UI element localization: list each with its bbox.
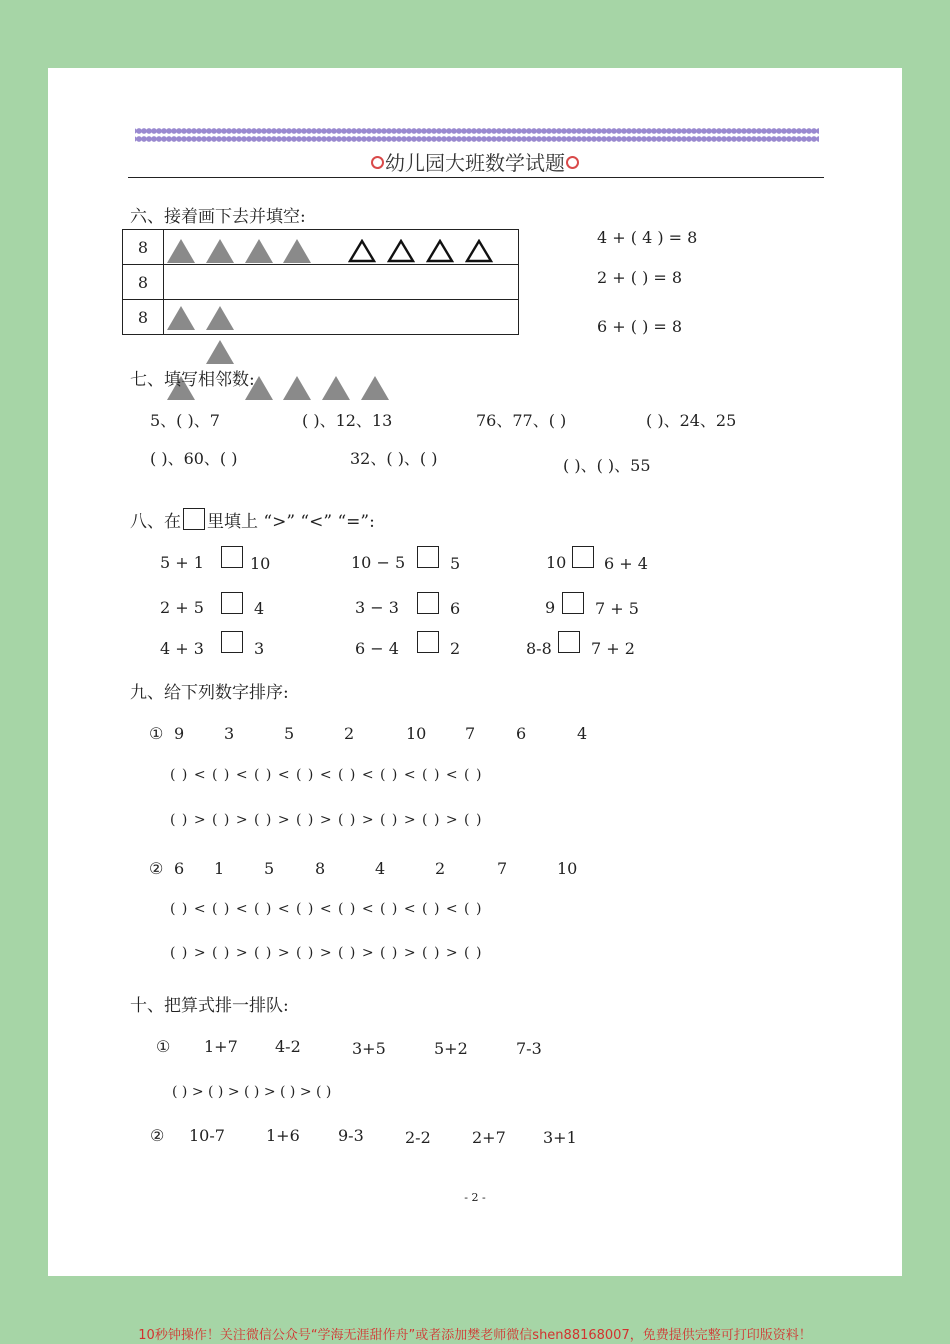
set-label: ①	[156, 1037, 171, 1056]
promo-footer: 10秒钟操作！关注微信公众号“学海无涯甜作舟”或者添加樊老师微信shen88168007，免费提供完整可打印版资料！	[138, 1328, 812, 1343]
compare-left: 10	[546, 553, 567, 572]
compare-right: 6	[450, 599, 461, 618]
compare-left: 6 − 4	[355, 639, 399, 658]
gray-triangle-icon	[206, 306, 234, 330]
sort-ascending-blanks: ( ) < ( ) < ( ) < ( ) < ( ) < ( ) < ( ) < ( )	[170, 767, 482, 783]
number: 2	[344, 724, 355, 743]
expression: 1+6	[266, 1126, 300, 1145]
neighbor-item: ( )、( )、55	[563, 456, 651, 475]
section7-heading: 七、填写相邻数:	[130, 370, 255, 390]
compare-box[interactable]	[221, 592, 243, 614]
sort-descending-blanks: ( ) > ( ) > ( ) > ( ) > ( ) > ( ) > ( ) > ( )	[170, 945, 482, 961]
compare-right: 10	[250, 554, 271, 573]
number: 10	[557, 859, 578, 878]
compare-right: 5	[450, 554, 461, 573]
expression: 10-7	[189, 1126, 225, 1145]
number: 7	[497, 859, 508, 878]
expression: 2-2	[405, 1128, 431, 1147]
number: 6	[516, 724, 527, 743]
number: 3	[224, 724, 235, 743]
section10-heading: 十、把算式排一排队:	[130, 996, 289, 1016]
compare-box[interactable]	[221, 631, 243, 653]
gray-triangle-icon	[361, 376, 389, 400]
gray-triangle-icon	[167, 306, 195, 330]
number: 5	[264, 859, 275, 878]
compare-right: 2	[450, 639, 461, 658]
sort-descending-blanks: ( ) > ( ) > ( ) > ( ) > ( ) > ( ) > ( ) > ( )	[170, 812, 482, 828]
compare-left: 9	[545, 598, 556, 617]
decorative-dot-border	[135, 127, 819, 143]
compare-box[interactable]	[417, 631, 439, 653]
compare-box[interactable]	[558, 631, 580, 653]
row-number: 8	[123, 230, 164, 265]
expression: 2+7	[472, 1128, 506, 1147]
compare-box-sample	[183, 508, 205, 530]
gray-triangle-icon	[206, 239, 234, 263]
neighbor-item: 32、( )、( )	[350, 449, 438, 468]
compare-left: 8-8	[526, 639, 552, 658]
equation: 2 + ( ) = 8	[597, 268, 683, 287]
set-label: ②	[149, 859, 164, 878]
gray-triangle-icon	[245, 239, 273, 263]
gray-triangle-icon	[167, 239, 195, 263]
expression: 9-3	[338, 1126, 364, 1145]
gray-triangle-icon	[283, 376, 311, 400]
compare-box[interactable]	[221, 546, 243, 568]
number: 4	[375, 859, 386, 878]
compare-right: 6 + 4	[604, 554, 648, 573]
expression-sort-blanks: ( ) > ( ) > ( ) > ( ) > ( )	[172, 1084, 332, 1100]
neighbor-item: 5、( )、7	[150, 411, 220, 430]
number: 6	[174, 859, 185, 878]
compare-right: 4	[254, 599, 265, 618]
swirl-icon	[371, 156, 384, 169]
swirl-icon	[566, 156, 579, 169]
compare-left: 3 − 3	[355, 598, 399, 617]
set-label: ②	[150, 1126, 165, 1145]
gray-triangle-icon	[322, 376, 350, 400]
number: 8	[315, 859, 326, 878]
row-number: 8	[123, 300, 164, 335]
compare-box[interactable]	[572, 546, 594, 568]
number: 7	[465, 724, 476, 743]
neighbor-item: ( )、24、25	[646, 411, 737, 430]
number: 4	[577, 724, 588, 743]
expression: 1+7	[204, 1037, 238, 1056]
triangle-cell	[164, 265, 519, 300]
outline-triangle-icon	[426, 239, 454, 263]
sort-ascending-blanks: ( ) < ( ) < ( ) < ( ) < ( ) < ( ) < ( ) < ( )	[170, 901, 482, 917]
compare-left: 4 + 3	[160, 639, 204, 658]
neighbor-item: 76、77、( )	[476, 411, 567, 430]
number: 5	[284, 724, 295, 743]
compare-box[interactable]	[417, 546, 439, 568]
compare-right: 7 + 2	[591, 639, 635, 658]
expression: 7-3	[516, 1039, 542, 1058]
section8-heading: 八、在 里填上 “>” “<” “=”:	[130, 507, 375, 532]
outline-triangle-icon	[348, 239, 376, 263]
neighbor-item: ( )、60、( )	[150, 449, 238, 468]
expression: 3+1	[543, 1128, 577, 1147]
number: 2	[435, 859, 446, 878]
compare-left: 5 + 1	[160, 553, 204, 572]
expression: 3+5	[352, 1039, 386, 1058]
gray-triangle-icon	[206, 340, 234, 364]
page-number: - 2 -	[464, 1191, 486, 1204]
expression: 4-2	[275, 1037, 301, 1056]
compare-box[interactable]	[562, 592, 584, 614]
neighbor-item: ( )、12、13	[302, 411, 393, 430]
number: 10	[406, 724, 427, 743]
compare-left: 2 + 5	[160, 598, 204, 617]
section9-heading: 九、给下列数字排序:	[130, 683, 289, 703]
compare-right: 3	[254, 639, 265, 658]
expression: 5+2	[434, 1039, 468, 1058]
outline-triangle-icon	[465, 239, 493, 263]
title-rule	[128, 177, 824, 178]
number: 9	[174, 724, 185, 743]
equation: 6 + ( ) = 8	[597, 317, 683, 336]
section6-heading: 六、接着画下去并填空:	[130, 207, 306, 227]
worksheet-title: 幼儿园大班数学试题	[0, 147, 950, 176]
compare-left: 10 − 5	[351, 553, 406, 572]
compare-box[interactable]	[417, 592, 439, 614]
set-label: ①	[149, 724, 164, 743]
gray-triangle-icon	[283, 239, 311, 263]
number: 1	[214, 859, 225, 878]
row-number: 8	[123, 265, 164, 300]
outline-triangle-icon	[387, 239, 415, 263]
compare-right: 7 + 5	[595, 599, 639, 618]
equation: 4 + ( 4 ) = 8	[597, 228, 698, 247]
